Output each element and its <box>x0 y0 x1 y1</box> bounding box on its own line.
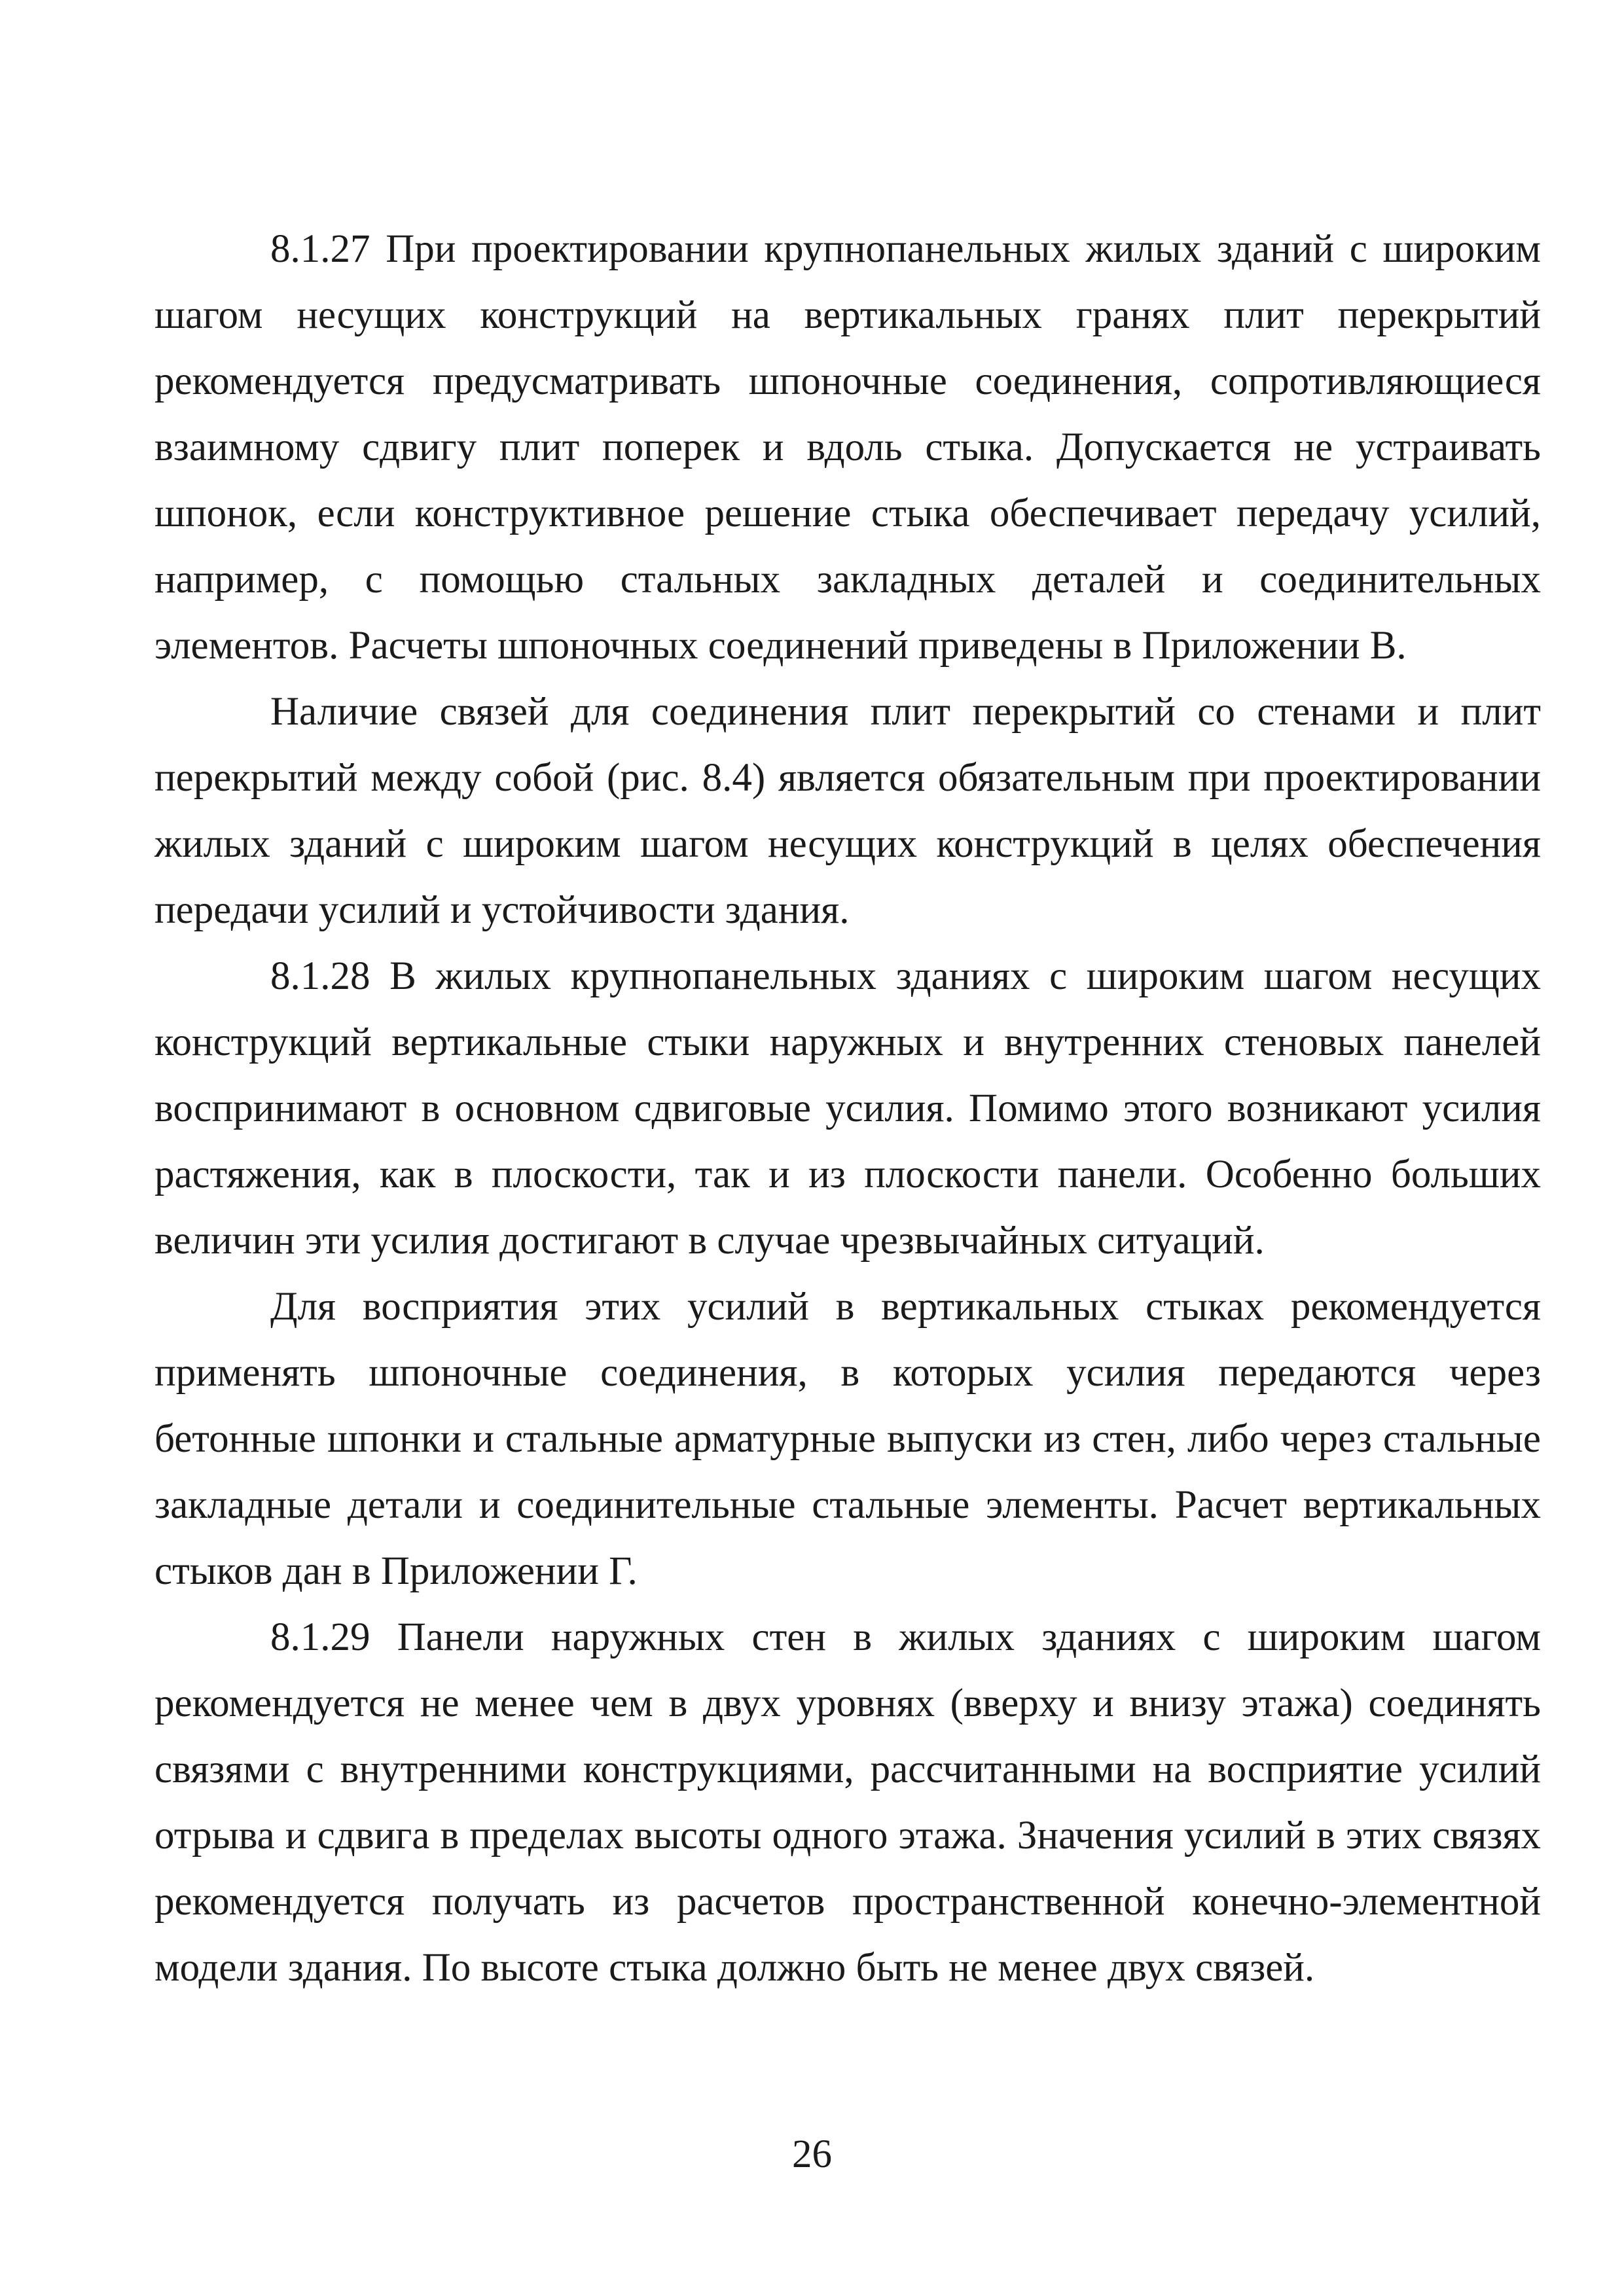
paragraph-8-1-27: 8.1.27 При проектировании крупнопанельных жилых зданий с широким шагом несущих конструкций на вертикальных гранях плит перекрытий рекомендуется предусматривать шпоночные соединения, сопротивляющиеся взаимному сдвигу плит поперек и вдоль стыка. Допускается не устраивать шпонок, если конструктивное решение стыка обеспечивает передачу усилий, например, с помощью стальных закладных деталей и соединительных элементов. Расчеты шпоночных соединений приведены в Приложении В. <box>154 227 1541 668</box>
paragraph-8-1-29: 8.1.29 Панели наружных стен в жилых зданиях с широким шагом рекомендуется не менее чем в двух уровнях (вверху и внизу этажа) соединять связями с внутренними конструкциями, рассчитанными на восприятие усилий отрыва и сдвига в пределах высоты одного этажа. Значения усилий в этих связях рекомендуется получать из расчетов пространственной конечно-элементной модели здания. По высоте стыка должно быть не менее двух связей. <box>154 1615 1541 1990</box>
paragraph-8-1-28: 8.1.28 В жилых крупнопанельных зданиях с широким шагом несущих конструкций вертикальные стыки наружных и внутренних стеновых панелей воспринимают в основном сдвиговые усилия. Помимо этого возникают усилия растяжения, как в плоскости, так и из плоскости панели. Особенно больших величин эти усилия достигают в случае чрезвычайных ситуаций. <box>154 954 1541 1263</box>
body-text <box>154 216 1541 2001</box>
paragraph-connections: Наличие связей для соединения плит перекрытий со стенами и плит перекрытий между собой (рис. 8.4) является обязательным при проектировании жилых зданий с широким шагом несущих конструкций в целях обеспечения передачи усилий и устойчивости здания. <box>154 690 1541 932</box>
page-number: 26 <box>792 2132 832 2176</box>
paragraph-vertical-joints: Для восприятия этих усилий в вертикальных стыках рекомендуется применять шпоночные соединения, в которых усилия передаются через бетонные шпонки и стальные арматурные выпуски из стен, либо через стальные закладные детали и соединительные стальные элементы. Расчет вертикальных стыков дан в Приложении Г. <box>154 1285 1541 1593</box>
